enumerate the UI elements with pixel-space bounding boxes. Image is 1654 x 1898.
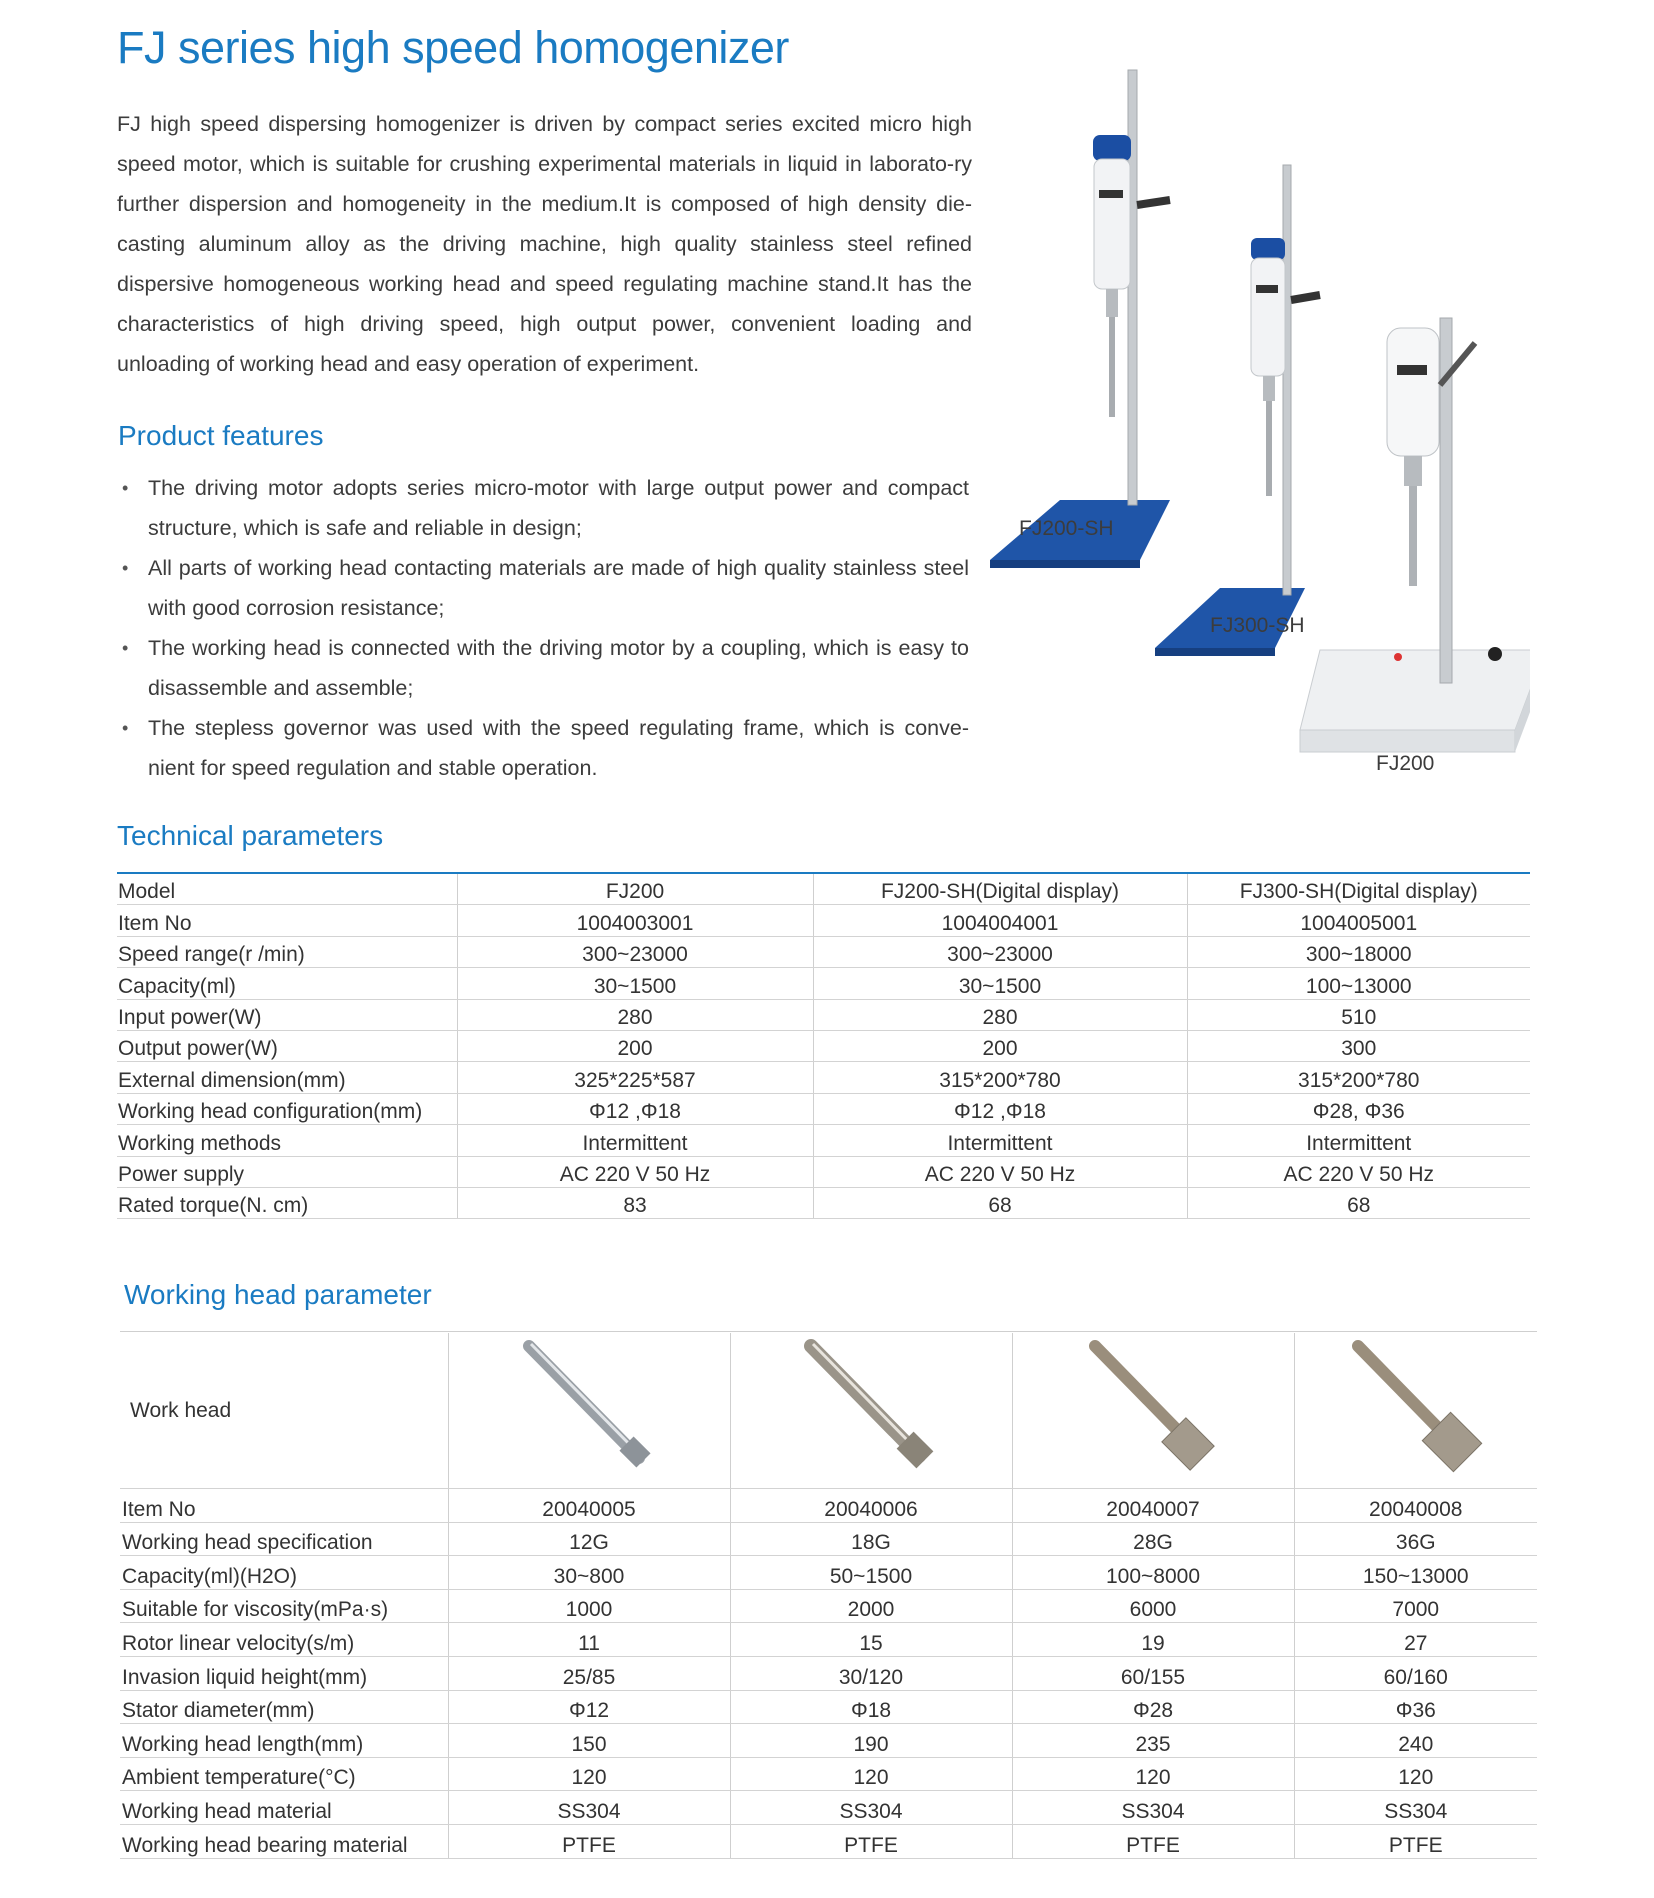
table-cell: 280 — [813, 999, 1187, 1030]
table-cell: 20040007 — [1012, 1489, 1294, 1523]
feature-item: • All parts of working head contacting materials are made of high quality stainless steel with good corrosion resistance; — [117, 548, 969, 628]
table-row — [120, 1824, 1537, 1858]
table-cell: Rotor linear velocity(s/m) — [120, 1623, 448, 1657]
table-cell: 30~1500 — [457, 968, 813, 999]
table-cell: Item No — [117, 905, 457, 936]
table-cell: 20040008 — [1294, 1489, 1537, 1523]
page-title: FJ series high speed homogenizer — [117, 22, 789, 73]
table-cell: Intermittent — [813, 1125, 1187, 1156]
table-cell: 20040006 — [730, 1489, 1012, 1523]
table-cell: Φ28 — [1012, 1690, 1294, 1724]
table-cell: 240 — [1294, 1724, 1537, 1758]
table-cell: Item No — [120, 1489, 448, 1523]
features-heading: Product features — [118, 420, 324, 451]
table-cell: 30~800 — [448, 1556, 730, 1590]
table-cell: Φ12 — [448, 1690, 730, 1724]
table-cell: 510 — [1187, 999, 1530, 1030]
working-head-table-rule — [120, 1331, 1537, 1332]
table-cell: SS304 — [1294, 1791, 1537, 1825]
table-cell: 100~8000 — [1012, 1556, 1294, 1590]
table-cell: 12G — [448, 1522, 730, 1556]
technical-parameters-table — [117, 874, 1530, 1219]
table-cell: 150 — [448, 1724, 730, 1758]
table-cell: 120 — [730, 1757, 1012, 1791]
work-head-image-row — [120, 1333, 1537, 1489]
shaft-28g-icon — [1073, 1338, 1233, 1478]
feature-item: • The working head is connected with the driving motor by a coupling, which is easy to disassemble and assemble; — [117, 628, 969, 708]
features-list — [117, 468, 969, 788]
shaft-12g-icon — [509, 1338, 669, 1478]
fj200-sh-unit — [990, 70, 1170, 568]
table-cell: Working head bearing material — [120, 1824, 448, 1858]
table-cell: 120 — [448, 1757, 730, 1791]
table-cell: Φ36 — [1294, 1690, 1537, 1724]
working-head-heading: Working head parameter — [124, 1279, 432, 1310]
caption-fj300-sh: FJ300-SH — [1210, 614, 1305, 637]
table-cell: Working head specification — [120, 1522, 448, 1556]
table-cell: Invasion liquid height(mm) — [120, 1656, 448, 1690]
product-illustration — [970, 60, 1530, 760]
table-row — [120, 1623, 1537, 1657]
table-cell: 280 — [457, 999, 813, 1030]
table-header-row — [117, 874, 1530, 905]
table-cell: AC 220 V 50 Hz — [457, 1156, 813, 1187]
table-row — [120, 1791, 1537, 1825]
work-head-36g-image — [1294, 1333, 1537, 1489]
table-cell: Φ18 — [730, 1690, 1012, 1724]
table-cell: 18G — [730, 1522, 1012, 1556]
table-row — [120, 1656, 1537, 1690]
table-cell: 7000 — [1294, 1589, 1537, 1623]
table-cell: SS304 — [730, 1791, 1012, 1825]
table-row — [120, 1489, 1537, 1523]
shaft-18g-icon — [791, 1338, 951, 1478]
table-cell: PTFE — [448, 1824, 730, 1858]
table-row — [117, 1093, 1530, 1124]
table-cell: Work head — [120, 1333, 448, 1489]
table-cell: 1000 — [448, 1589, 730, 1623]
table-cell: SS304 — [448, 1791, 730, 1825]
table-cell: Model — [117, 874, 457, 905]
table-cell: 27 — [1294, 1623, 1537, 1657]
bullet-icon: • — [122, 718, 129, 738]
table-cell: 60/160 — [1294, 1656, 1537, 1690]
table-cell: Capacity(ml)(H2O) — [120, 1556, 448, 1590]
shaft-36g-icon — [1336, 1338, 1496, 1478]
table-cell: 315*200*780 — [813, 1062, 1187, 1093]
table-cell: 19 — [1012, 1623, 1294, 1657]
table-cell: 1004005001 — [1187, 905, 1530, 936]
table-cell: 83 — [457, 1187, 813, 1218]
table-row — [117, 999, 1530, 1030]
table-row — [120, 1522, 1537, 1556]
table-cell: AC 220 V 50 Hz — [813, 1156, 1187, 1187]
table-cell: Working methods — [117, 1125, 457, 1156]
table-cell: 300~23000 — [813, 936, 1187, 967]
table-cell: External dimension(mm) — [117, 1062, 457, 1093]
table-cell: 2000 — [730, 1589, 1012, 1623]
table-cell: 68 — [1187, 1187, 1530, 1218]
table-cell: AC 220 V 50 Hz — [1187, 1156, 1530, 1187]
caption-fj200: FJ200 — [1376, 752, 1435, 775]
table-cell: FJ200-SH(Digital display) — [813, 874, 1187, 905]
feature-item: • The stepless governor was used with the speed regulating frame, which is conve-nient for speed regulation and stable operation. — [117, 708, 969, 788]
caption-fj200-sh: FJ200-SH — [1019, 517, 1114, 540]
table-row — [120, 1589, 1537, 1623]
work-head-18g-image — [730, 1333, 1012, 1489]
table-cell: 315*200*780 — [1187, 1062, 1530, 1093]
table-row — [117, 1156, 1530, 1187]
table-cell: PTFE — [1294, 1824, 1537, 1858]
table-cell: 190 — [730, 1724, 1012, 1758]
table-cell: Power supply — [117, 1156, 457, 1187]
table-cell: 300~23000 — [457, 936, 813, 967]
table-cell: 120 — [1012, 1757, 1294, 1791]
table-cell: 1004004001 — [813, 905, 1187, 936]
table-cell: 100~13000 — [1187, 968, 1530, 999]
table-cell: Φ28, Φ36 — [1187, 1093, 1530, 1124]
fj200-unit — [1300, 318, 1530, 752]
table-cell: 1004003001 — [457, 905, 813, 936]
table-cell: 28G — [1012, 1522, 1294, 1556]
table-row — [117, 1062, 1530, 1093]
table-cell: Intermittent — [457, 1125, 813, 1156]
table-cell: Stator diameter(mm) — [120, 1690, 448, 1724]
table-row — [120, 1724, 1537, 1758]
table-cell: 200 — [813, 1030, 1187, 1061]
work-head-28g-image — [1012, 1333, 1294, 1489]
work-head-12g-image — [448, 1333, 730, 1489]
table-cell: SS304 — [1012, 1791, 1294, 1825]
feature-item: • The driving motor adopts series micro-motor with large output power and compact structure, which is safe and reliable in design; — [117, 468, 969, 548]
technical-heading: Technical parameters — [117, 820, 384, 851]
bullet-icon: • — [122, 478, 129, 498]
fj300-sh-unit — [1155, 165, 1320, 656]
table-cell: Working head material — [120, 1791, 448, 1825]
table-cell: Φ12 ,Φ18 — [457, 1093, 813, 1124]
table-row — [117, 968, 1530, 999]
table-cell: 20040005 — [448, 1489, 730, 1523]
table-cell: 30~1500 — [813, 968, 1187, 999]
table-row — [120, 1757, 1537, 1791]
table-cell: 36G — [1294, 1522, 1537, 1556]
working-head-table — [120, 1333, 1537, 1859]
table-row — [117, 1030, 1530, 1061]
intro-paragraph: FJ high speed dispersing homogenizer is driven by compact series excited micro high speed motor, which is suitable for crushing experimental materials in liquid in laborato-ry further dispersion and homogeneity in the medium.It is composed of high density die-casting aluminum alloy as the driving machine, high quality stainless steel refined dispersive homogeneous working head and speed regulating machine stand.It has the characteristics of high driving speed, high output power, convenient loading and unloading of working head and easy operation of experiment. — [117, 112, 972, 376]
table-cell: FJ200 — [457, 874, 813, 905]
table-row — [117, 936, 1530, 967]
table-cell: 60/155 — [1012, 1656, 1294, 1690]
table-row — [120, 1690, 1537, 1724]
table-cell: Rated torque(N. cm) — [117, 1187, 457, 1218]
table-cell: 235 — [1012, 1724, 1294, 1758]
table-cell: 50~1500 — [730, 1556, 1012, 1590]
table-cell: 200 — [457, 1030, 813, 1061]
table-cell: Output power(W) — [117, 1030, 457, 1061]
table-row — [117, 1187, 1530, 1218]
bullet-icon: • — [122, 638, 129, 658]
table-cell: 150~13000 — [1294, 1556, 1537, 1590]
table-cell: Intermittent — [1187, 1125, 1530, 1156]
table-row — [117, 905, 1530, 936]
table-cell: 68 — [813, 1187, 1187, 1218]
table-cell: PTFE — [730, 1824, 1012, 1858]
table-cell: Working head length(mm) — [120, 1724, 448, 1758]
table-cell: 120 — [1294, 1757, 1537, 1791]
table-cell: 300 — [1187, 1030, 1530, 1061]
table-cell: Working head configuration(mm) — [117, 1093, 457, 1124]
table-row — [120, 1556, 1537, 1590]
table-cell: 25/85 — [448, 1656, 730, 1690]
table-cell: Suitable for viscosity(mPa·s) — [120, 1589, 448, 1623]
table-cell: 11 — [448, 1623, 730, 1657]
table-cell: 30/120 — [730, 1656, 1012, 1690]
bullet-icon: • — [122, 558, 129, 578]
table-cell: 6000 — [1012, 1589, 1294, 1623]
table-cell: 15 — [730, 1623, 1012, 1657]
table-cell: 300~18000 — [1187, 936, 1530, 967]
table-cell: 325*225*587 — [457, 1062, 813, 1093]
table-cell: Speed range(r /min) — [117, 936, 457, 967]
table-cell: Ambient temperature(°C) — [120, 1757, 448, 1791]
table-row — [117, 1125, 1530, 1156]
table-cell: PTFE — [1012, 1824, 1294, 1858]
table-cell: Φ12 ,Φ18 — [813, 1093, 1187, 1124]
table-cell: FJ300-SH(Digital display) — [1187, 874, 1530, 905]
table-cell: Input power(W) — [117, 999, 457, 1030]
table-cell: Capacity(ml) — [117, 968, 457, 999]
